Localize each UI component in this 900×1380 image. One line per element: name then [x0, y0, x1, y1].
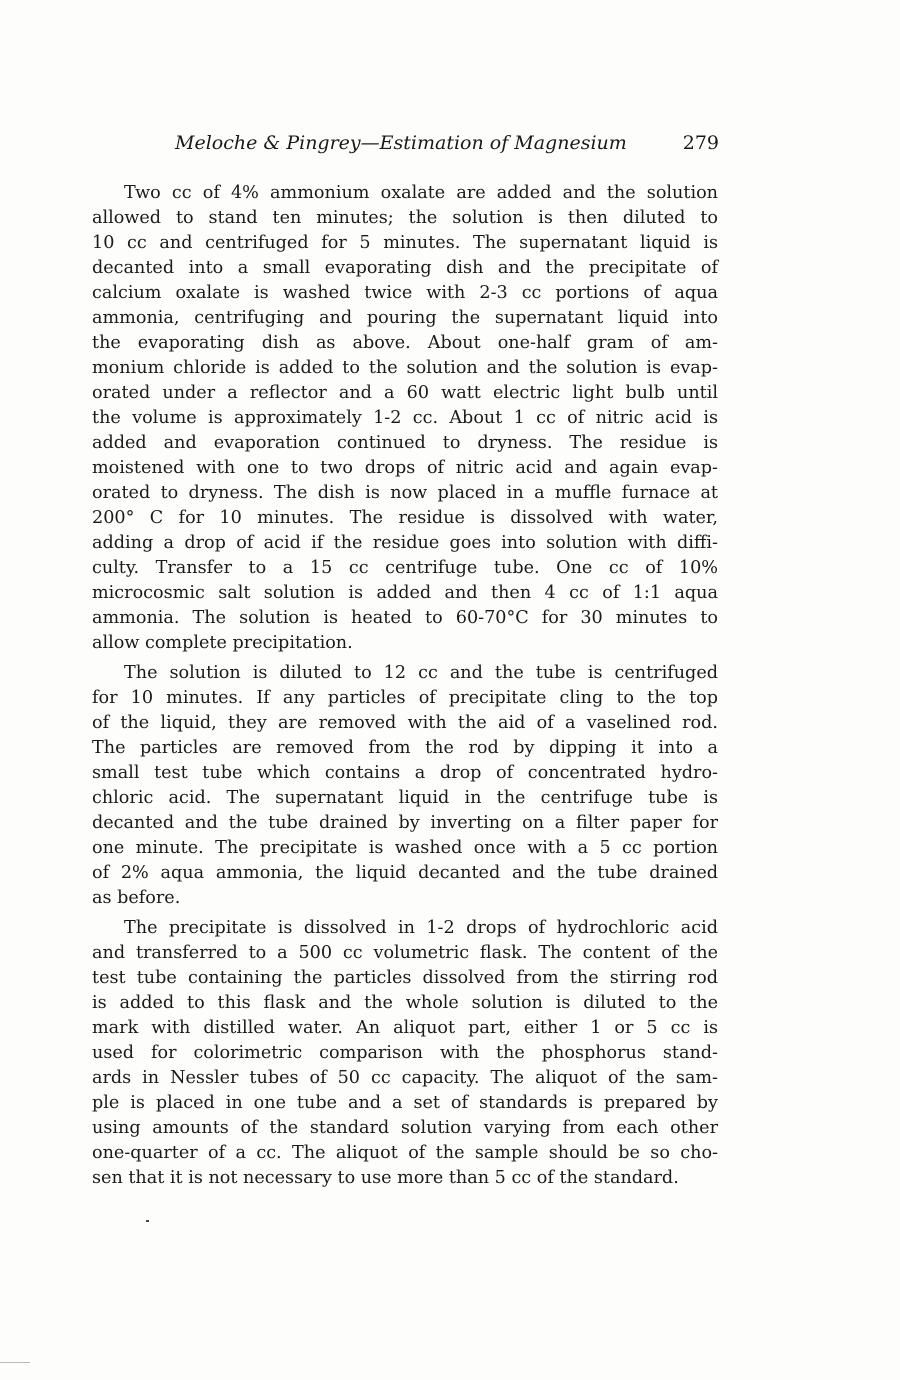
text-line: for 10 minutes. If any particles of precipitate cling to the top: [92, 688, 718, 708]
text-line: ards in Nessler tubes of 50 cc capacity. The aliquot of the sam-: [92, 1068, 718, 1088]
text-line: added and evaporation continued to dryness. The residue is: [92, 433, 718, 453]
body-text: [92, 181, 718, 1196]
text-line: orated under a reflector and a 60 watt electric light bulb until: [92, 383, 718, 403]
text-line: used for colorimetric comparison with the phosphorus stand-: [92, 1043, 718, 1063]
text-line: ammonia, centrifuging and pouring the supernatant liquid into: [92, 308, 718, 328]
text-line: the volume is approximately 1-2 cc. About 1 cc of nitric acid is: [92, 408, 718, 428]
text-line: of 2% aqua ammonia, the liquid decanted and the tube drained: [92, 863, 718, 883]
text-line: decanted into a small evaporating dish and the precipitate of: [92, 258, 718, 278]
text-line: 10 cc and centrifuged for 5 minutes. The supernatant liquid is: [92, 233, 718, 253]
text-line: sen that it is not necessary to use more than 5 cc of the standard.: [92, 1168, 679, 1188]
text-line: test tube containing the particles dissolved from the stirring rod: [92, 968, 718, 988]
text-line: mark with distilled water. An aliquot part, either 1 or 5 cc is: [92, 1018, 718, 1038]
text-line: microcosmic salt solution is added and then 4 cc of 1:1 aqua: [92, 583, 718, 603]
paragraph: [92, 916, 718, 1191]
text-line: adding a drop of acid if the residue goes into solution with diffi-: [92, 533, 718, 553]
text-line: The precipitate is dissolved in 1-2 drops of hydrochloric acid: [124, 918, 718, 938]
text-line: allow complete precipitation.: [92, 633, 353, 653]
text-line: The solution is diluted to 12 cc and the tube is centrifuged: [124, 663, 718, 683]
text-line: calcium oxalate is washed twice with 2-3 cc portions of aqua: [92, 283, 718, 303]
text-line: ple is placed in one tube and a set of standards is prepared by: [92, 1093, 718, 1113]
page-number: 279: [682, 132, 719, 154]
text-line: 200° C for 10 minutes. The residue is dissolved with water,: [92, 508, 718, 528]
text-line: chloric acid. The supernatant liquid in the centrifuge tube is: [92, 788, 718, 808]
text-line: small test tube which contains a drop of concentrated hydro-: [92, 763, 718, 783]
text-line: the evaporating dish as above. About one-half gram of am-: [92, 333, 718, 353]
running-head: [93, 130, 719, 160]
text-line: and transferred to a 500 cc volumetric flask. The content of the: [92, 943, 718, 963]
scan-edge-mark: [0, 1362, 30, 1363]
running-title: Meloche & Pingrey—Estimation of Magnesium: [175, 132, 627, 154]
text-line: moistened with one to two drops of nitric acid and again evap-: [92, 458, 718, 478]
print-speck: [146, 1220, 149, 1222]
text-line: Two cc of 4% ammonium oxalate are added and the solution: [124, 183, 718, 203]
text-line: monium chloride is added to the solution and the solution is evap-: [92, 358, 718, 378]
text-line: culty. Transfer to a 15 cc centrifuge tube. One cc of 10%: [92, 558, 718, 578]
text-line: ammonia. The solution is heated to 60-70°C for 30 minutes to: [92, 608, 718, 628]
text-line: is added to this flask and the whole solution is diluted to the: [92, 993, 718, 1013]
text-line: using amounts of the standard solution varying from each other: [92, 1118, 718, 1138]
paragraph: [92, 661, 718, 911]
text-line: allowed to stand ten minutes; the solution is then diluted to: [92, 208, 718, 228]
text-line: as before.: [92, 888, 181, 908]
paragraph: [92, 181, 718, 656]
text-line: one-quarter of a cc. The aliquot of the sample should be so cho-: [92, 1143, 718, 1163]
text-line: one minute. The precipitate is washed once with a 5 cc portion: [92, 838, 718, 858]
text-line: of the liquid, they are removed with the aid of a vaselined rod.: [92, 713, 718, 733]
text-line: orated to dryness. The dish is now placed in a muffle furnace at: [92, 483, 718, 503]
text-line: The particles are removed from the rod by dipping it into a: [92, 738, 718, 758]
text-line: decanted and the tube drained by inverting on a filter paper for: [92, 813, 718, 833]
